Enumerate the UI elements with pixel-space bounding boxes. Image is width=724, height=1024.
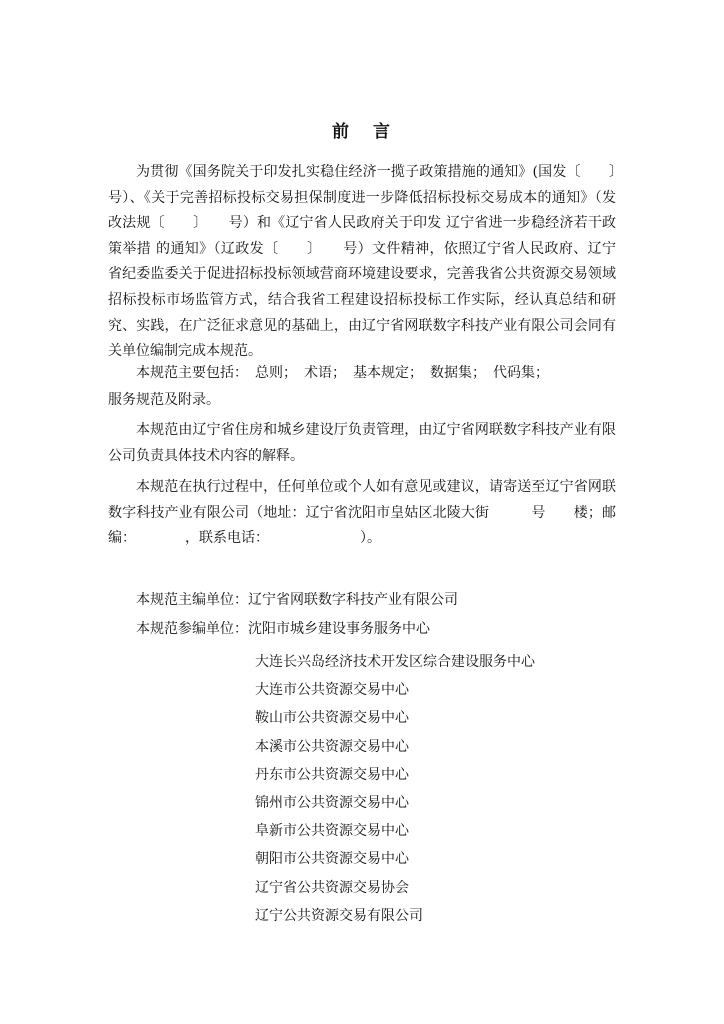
- contents-line-2: 服务规范及附录。: [108, 392, 220, 408]
- participating-unit: 大连市公共资源交易中心: [255, 682, 409, 699]
- participating-unit: 丹东市公共资源交易中心: [255, 766, 409, 783]
- participating-label: 本规范参编单位：: [136, 621, 248, 637]
- contents-line-1: 本规范主要包括： 总则； 术语； 基本规定； 数据集； 代码集；: [136, 365, 549, 381]
- intro-paragraph: 为贯彻《国务院关于印发扎实稳住经济一揽子政策措施的通知》(国发〔 〕 号）、《关于完善招标投标交易担保制度进一步降低招标投标交易成本的通知》（发改法规〔 〕 号）和《辽宁省人民政府关于印发 辽宁省进一步稳经济若干政策举措 的通知》（辽政发〔 〕 号）文件精神，依照辽宁省人民政府、辽宁省纪委监委关于促进招标投标领域营商环境建设要求，完善我省公共资源交易领域招标投标市场监管方式，结合我省工程建设招标投标工作实际，经认真总结和研究、实践，在广泛征求意见的基础上，由辽宁省网联数字科技产业有限公司会同有关单位编制完成本规范。: [108, 164, 644, 360]
- title-char-2: 言: [373, 122, 392, 142]
- participating-unit: 大连长兴岛经济技术开发区综合建设服务中心: [255, 654, 535, 670]
- title-char-1: 前: [332, 122, 351, 142]
- participating-unit: 辽宁公共资源交易有限公司: [255, 907, 423, 924]
- participating-row: [136, 619, 430, 639]
- feedback-paragraph: 本规范在执行过程中，任何单位或个人如有意见或建议，请寄送至辽宁省网联数字科技产业有限公司（地址：辽宁省沈阳市皇姑区北陵大街 号 楼；邮编： ，联系电话： ）。: [108, 479, 616, 547]
- management-paragraph: 本规范由辽宁省住房和城乡建设厅负责管理，由辽宁省网联数字科技产业有限公司负责具体技术内容的解释。: [108, 422, 616, 464]
- participating-unit: 朝阳市公共资源交易中心: [255, 851, 409, 868]
- chief-editor-label: 本规范主编单位：: [136, 592, 248, 608]
- page-title: [0, 117, 724, 142]
- chief-editor-name: 辽宁省网联数字科技产业有限公司: [248, 592, 458, 608]
- participating-unit: 沈阳市城乡建设事务服务中心: [248, 621, 430, 637]
- participating-units-list: [255, 648, 535, 930]
- participating-unit: 阜新市公共资源交易中心: [255, 823, 409, 840]
- chief-editor-row: [136, 590, 458, 610]
- participating-unit: 鞍山市公共资源交易中心: [255, 710, 409, 727]
- participating-unit: 锦州市公共资源交易中心: [255, 794, 409, 811]
- participating-unit: 本溪市公共资源交易中心: [255, 738, 409, 755]
- participating-unit: 辽宁省公共资源交易协会: [255, 879, 409, 896]
